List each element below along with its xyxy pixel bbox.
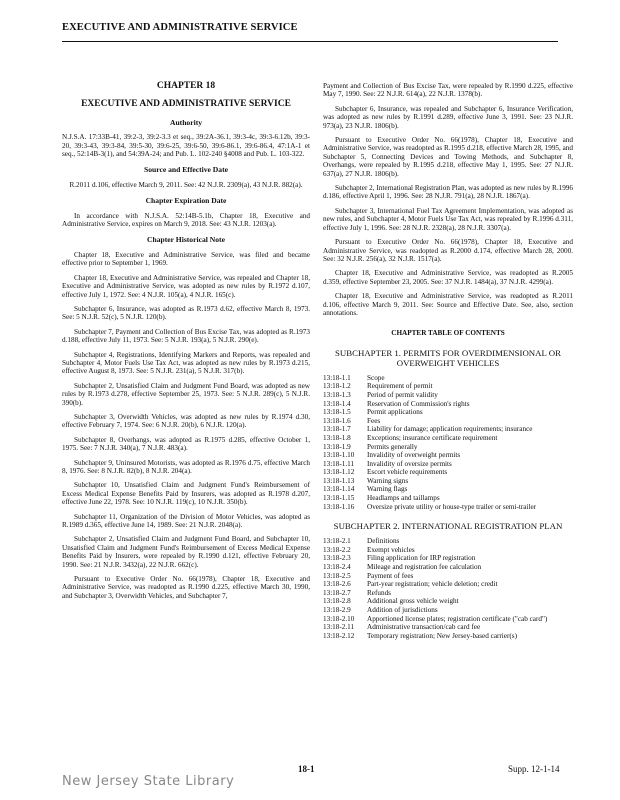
- toc-entry[interactable]: [323, 554, 573, 563]
- toc-entry[interactable]: [323, 382, 573, 391]
- toc-section-title: Liability for damage; application requirements; insurance: [367, 425, 533, 434]
- toc-entry[interactable]: [323, 451, 573, 460]
- toc-entry[interactable]: [323, 408, 573, 417]
- toc-entry[interactable]: [323, 425, 573, 434]
- toc-section-number: 13:18-1.13: [323, 476, 355, 485]
- toc-entry[interactable]: [323, 391, 573, 400]
- toc-section-number: 13:18-1.14: [323, 485, 355, 494]
- toc-section-title: Additional gross vehicle weight: [367, 597, 459, 606]
- toc-section-number: 13:18-1.5: [323, 408, 351, 417]
- toc-section-title: Reservation of Commission's rights: [367, 399, 470, 408]
- toc-section-title: Exempt vehicles: [367, 545, 415, 554]
- right-column: [323, 82, 573, 640]
- toc-section-number: 13:18-1.4: [323, 399, 351, 408]
- toc-section-number: 13:18-2.6: [323, 580, 351, 589]
- source-heading: Source and Effective Date: [143, 165, 228, 175]
- running-header: EXECUTIVE AND ADMINISTRATIVE SERVICE: [62, 22, 298, 33]
- source-text: R.2011 d.106, effective March 9, 2011. See: 42 N.J.R. 2309(a), 43 N.J.R. 882(a).: [69, 180, 303, 189]
- header-rule: [62, 41, 558, 42]
- toc-section-number: 13:18-1.7: [323, 425, 351, 434]
- toc-list-subchapter-2: [323, 537, 573, 640]
- toc-entry[interactable]: [323, 443, 573, 452]
- history-paragraph: Chapter 18, Executive and Administrative Service, was readopted as R.2005 d.359, effective September 23, 2005. See: 37 N.J.R. 1484(a), 37 N.J.R. 4299(a).: [323, 269, 573, 286]
- history-paragraph: Subchapter 2, Unsatisfied Claim and Judgment Fund Board, was adopted as new rules by R.1973 d.278, effective September 25, 1973. See: 5 N.J.R. 289(c), 5 N.J.R. 390(b).: [62, 381, 310, 407]
- toc-section-title: Invalidity of oversize permits: [367, 459, 452, 468]
- authority-heading: Authority: [169, 117, 203, 127]
- toc-section-number: 13:18-2.12: [323, 631, 355, 640]
- history-paragraph: Chapter 18, Executive and Administrative Service, was readopted as R.2011 d.106, effective March 9, 2011. See: Source and Effective Date. See, also, section annotations.: [323, 292, 573, 317]
- toc-section-number: 13:18-2.9: [323, 606, 351, 614]
- toc-entry[interactable]: [323, 546, 573, 555]
- history-paragraph: Subchapter 11, Organization of the Division of Motor Vehicles, was adopted as R.1989 d.365, effective June 14, 1989. See: 21 N.J.R. 2048(a).: [62, 512, 310, 530]
- toc-title: CHAPTER TABLE OF CONTENTS: [391, 329, 505, 338]
- expiration-text: In accordance with N.J.S.A. 52:14B-5.1b, Chapter 18, Executive and Administrative Service, expires on March 9, 2018. See: 43 N.J.R. 1203(a).: [62, 211, 310, 229]
- toc-section-title: Payment of fees: [367, 571, 414, 580]
- toc-section-number: 13:18-2.1: [323, 537, 351, 546]
- toc-section-number: 13:18-2.4: [323, 563, 351, 572]
- toc-entry[interactable]: [323, 503, 573, 512]
- history-paragraph: Subchapter 2, Unsatisfied Claim and Judgment Fund Board, and Subchapter 10, Unsatisfied Claim and Judgment Fund's Reimbursement of Excess Medical Expense Benefits Paid by Insurers, were repealed by R.1990 d.121, effective February 20, 1990. See: 21 N.J.R. 3432(a), 22 N.J.R. 662(c).: [62, 535, 310, 569]
- toc-section-title: Permits generally: [367, 442, 418, 451]
- toc-section-title: Scope: [367, 373, 385, 382]
- toc-entry[interactable]: [323, 537, 573, 546]
- history-paragraph: Subchapter 7, Payment and Collection of Bus Excise Tax, was adopted as R.1973 d.188, effective July 11, 1973. See: 5 N.J.R. 193(a), 5 N.J.R. 290(e).: [62, 327, 310, 345]
- toc-entry[interactable]: [323, 485, 573, 494]
- left-column: [62, 82, 310, 606]
- toc-section-number: 13:18-1.16: [323, 502, 355, 511]
- toc-section-title: Apportioned license plates; registration certificate ("cab card"): [367, 614, 548, 623]
- history-heading: Chapter Historical Note: [147, 235, 225, 245]
- history-paragraph: Subchapter 8, Overhangs, was adopted as R.1975 d.285, effective October 1, 1975. See: 7 N.J.R. 340(a), 7 N.J.R. 483(a).: [62, 435, 310, 453]
- chapter-title: EXECUTIVE AND ADMINISTRATIVE SERVICE: [81, 99, 291, 110]
- history-paragraph: Chapter 18, Executive and Administrative Service, was filed and became effective prior to September 1, 1969.: [62, 250, 310, 268]
- toc-entry[interactable]: [323, 572, 573, 581]
- toc-entry[interactable]: [323, 615, 573, 624]
- toc-entry[interactable]: [323, 434, 573, 443]
- toc-section-number: 13:18-1.10: [323, 451, 355, 460]
- toc-section-number: 13:18-1.3: [323, 390, 351, 399]
- toc-entry[interactable]: [323, 477, 573, 486]
- chapter-number: CHAPTER 18: [156, 81, 216, 91]
- toc-section-title: Refunds: [367, 588, 391, 597]
- toc-section-title: Exceptions; insurance certificate requirement: [367, 433, 498, 442]
- toc-section-title: Part-year registration; vehicle deletion; credit: [367, 580, 498, 589]
- toc-section-title: Fees: [367, 416, 381, 425]
- history-paragraph: Subchapter 3, International Fuel Tax Agreement Implementation, was adopted as new rules, and Subchapter 4, Motor Fuels Use Tax Act, was repealed by R.1996 d.311, effective July 1, 1996. See: 28 N.J.R. 2328(a), 28 N.J.R. 3307(a).: [323, 206, 573, 232]
- toc-section-number: 13:18-1.15: [323, 494, 355, 503]
- toc-section-number: 13:18-1.9: [323, 442, 351, 451]
- toc-section-number: 13:18-1.11: [323, 459, 355, 468]
- history-paragraph: Subchapter 3, Overwidth Vehicles, was adopted as new rules by R.1974 d.30, effective February 7, 1974. See: 6 N.J.R. 20(b), 6 N.J.R. 120(a).: [62, 412, 310, 430]
- toc-entry[interactable]: [323, 460, 573, 469]
- toc-entry[interactable]: [323, 468, 573, 477]
- subchapter-1-heading: SUBCHAPTER 1. PERMITS FOR OVERDIMENSIONAL OR OVERWEIGHT VEHICLES: [335, 347, 561, 368]
- toc-entry[interactable]: [323, 589, 573, 598]
- toc-section-number: 13:18-2.3: [323, 554, 351, 563]
- page-number: 18-1: [298, 764, 315, 774]
- history-paragraph: Subchapter 2, International Registration Plan, was adopted as new rules by R.1996 d.186, effective April 1, 1996. See: 28 N.J.R. 791(a), 28 N.J.R. 1867(a).: [323, 184, 573, 201]
- toc-entry[interactable]: [323, 400, 573, 409]
- toc-entry[interactable]: [323, 563, 573, 572]
- toc-entry[interactable]: [323, 632, 573, 641]
- history-paragraph: Pursuant to Executive Order No. 66(1978), Chapter 18, Executive and Administrative Service, was readopted as R.1995 d.218, effective March 28, 1995, and Subchapter 5, Connecting Devices and Towing Methods, and Subchapter 8, Overhangs, were repealed by R.1995 d.218, effective May 1, 1995. See: 27 N.J.R. 637(a), 27 N.J.R. 1806(b).: [323, 136, 573, 178]
- toc-section-title: Mileage and registration fee calculation: [367, 563, 482, 572]
- toc-section-number: 13:18-1.2: [323, 382, 351, 391]
- toc-section-title: Invalidity of overweight permits: [367, 451, 461, 460]
- toc-section-title: Temporary registration; New Jersey-based carrier(s): [367, 631, 517, 640]
- toc-section-title: Oversize private utility or house-type trailer or semi-trailer: [367, 502, 537, 511]
- toc-section-title: Headlamps and taillamps: [367, 494, 440, 503]
- authority-text: N.J.S.A. 17:33B-41, 39:2-3, 39:2-3.3 et seq., 39:2A-36.1, 39:3-4c, 39:3-6.12b, 39:3-20, 39:3-43, 39:3-84, 39:5-30, 39:6-25, 39:6-50, 39:6-86.1, 39:6-86.4, 47:1A-1 et seq., 52:14B-3(1), and 54:39A-24; and Pub. L. 102-240 §4008 and Pub. L. 103-322.: [62, 133, 310, 159]
- toc-entry[interactable]: [323, 606, 573, 615]
- toc-entry[interactable]: [323, 623, 573, 632]
- toc-section-number: 13:18-2.5: [323, 571, 351, 580]
- history-paragraph: Chapter 18, Executive and Administrative Service, was repealed and Chapter 18, Executive and Administrative Service, was adopted as new rules by R.1972 d.107, effective July 1, 1972. See: 4 N.J.R. 105(a), 4 N.J.R. 165(c).: [62, 273, 310, 299]
- history-paragraph: Pursuant to Executive Order No. 66(1978), Chapter 18, Executive and Administrative Service, was readopted as R.2000 d.174, effective March 28, 2000. See: 32 N.J.R. 256(a), 32 N.J.R. 1517(a).: [323, 238, 573, 263]
- toc-section-number: 13:18-1.1: [323, 373, 351, 382]
- toc-entry[interactable]: [323, 597, 573, 606]
- toc-section-title: Permit applications: [367, 408, 423, 417]
- toc-section-number: 13:18-2.7: [323, 588, 351, 597]
- toc-section-number: 13:18-2.11: [323, 623, 355, 632]
- toc-section-number: 13:18-1.8: [323, 433, 351, 442]
- expiration-heading: Chapter Expiration Date: [145, 196, 227, 206]
- toc-list-subchapter-1: [323, 374, 573, 512]
- subchapter-2-heading: SUBCHAPTER 2. INTERNATIONAL REGISTRATION PLAN: [333, 521, 563, 532]
- toc-section-title: Escort vehicle requirements: [367, 468, 448, 477]
- toc-section-title: Requirement of permit: [367, 382, 433, 391]
- history-paragraph: Payment and Collection of Bus Excise Tax, were repealed by R.1990 d.225, effective May 7, 1990. See: 22 N.J.R. 614(a), 22 N.J.R. 1378(b).: [323, 82, 573, 99]
- history-paragraph: Subchapter 9, Uninsured Motorists, was adopted as R.1976 d.75, effective March 8, 1976. See: 8 N.J.R. 82(b), 8 N.J.R. 204(a).: [62, 458, 310, 475]
- history-paragraph: Subchapter 6, Insurance, was repealed and Subchapter 6, Insurance Verification, was adopted as new rules by R.1991 d.289, effective June 3, 1991. See: 23 N.J.R. 973(a), 23 N.J.R. 1806(b).: [323, 104, 573, 130]
- toc-section-title: Warning flags: [367, 485, 408, 494]
- toc-section-title: Addition of jurisdictions: [367, 606, 438, 614]
- toc-entry[interactable]: [323, 374, 573, 383]
- toc-entry[interactable]: [323, 580, 573, 589]
- toc-section-number: 13:18-1.12: [323, 468, 355, 477]
- toc-section-title: Administrative transaction/cab card fee: [367, 623, 481, 632]
- toc-entry[interactable]: [323, 494, 573, 503]
- supplement-date: Supp. 12-1-14: [508, 764, 560, 774]
- history-paragraph: Subchapter 6, Insurance, was adopted as R.1973 d.62, effective March 8, 1973. See: 5 N.J.R. 52(c), 5 N.J.R. 120(b).: [62, 304, 310, 322]
- history-paragraph: Pursuant to Executive Order No. 66(1978), Chapter 18, Executive and Administrative Service, was readopted as R.1990 d.225, effective March 30, 1990, and Subchapter 3, Overwidth Vehicles, and Subchapter 7,: [62, 575, 310, 600]
- history-paragraph: Subchapter 10, Unsatisfied Claim and Judgment Fund's Reimbursement of Excess Medical Expense Benefits Paid by Insurers, was adopted as R.1978 d.207, effective June 22, 1978. See: 10 N.J.R. 119(c), 10 N.J.R. 350(b).: [62, 481, 310, 507]
- history-paragraph: Subchapter 4, Registrations, Identifying Markers and Reports, was repealed and Subchapter 4, Motor Fuels Use Tax Act, was adopted as new rules by R.1973 d.215, effective August 8, 1973. See: 5 N.J.R. 231(a), 5 N.J.R. 317(b).: [62, 350, 310, 376]
- toc-section-title: Period of permit validity: [367, 390, 438, 399]
- toc-section-number: 13:18-2.8: [323, 597, 351, 606]
- library-watermark: New Jersey State Library: [62, 774, 235, 789]
- toc-section-title: Warning signs: [367, 476, 409, 485]
- toc-section-title: Filing application for IRP registration: [367, 554, 476, 563]
- toc-section-number: 13:18-2.10: [323, 614, 355, 623]
- toc-section-number: 13:18-2.2: [323, 545, 351, 554]
- toc-section-number: 13:18-1.6: [323, 416, 351, 425]
- toc-section-title: Definitions: [367, 537, 400, 546]
- toc-entry[interactable]: [323, 417, 573, 426]
